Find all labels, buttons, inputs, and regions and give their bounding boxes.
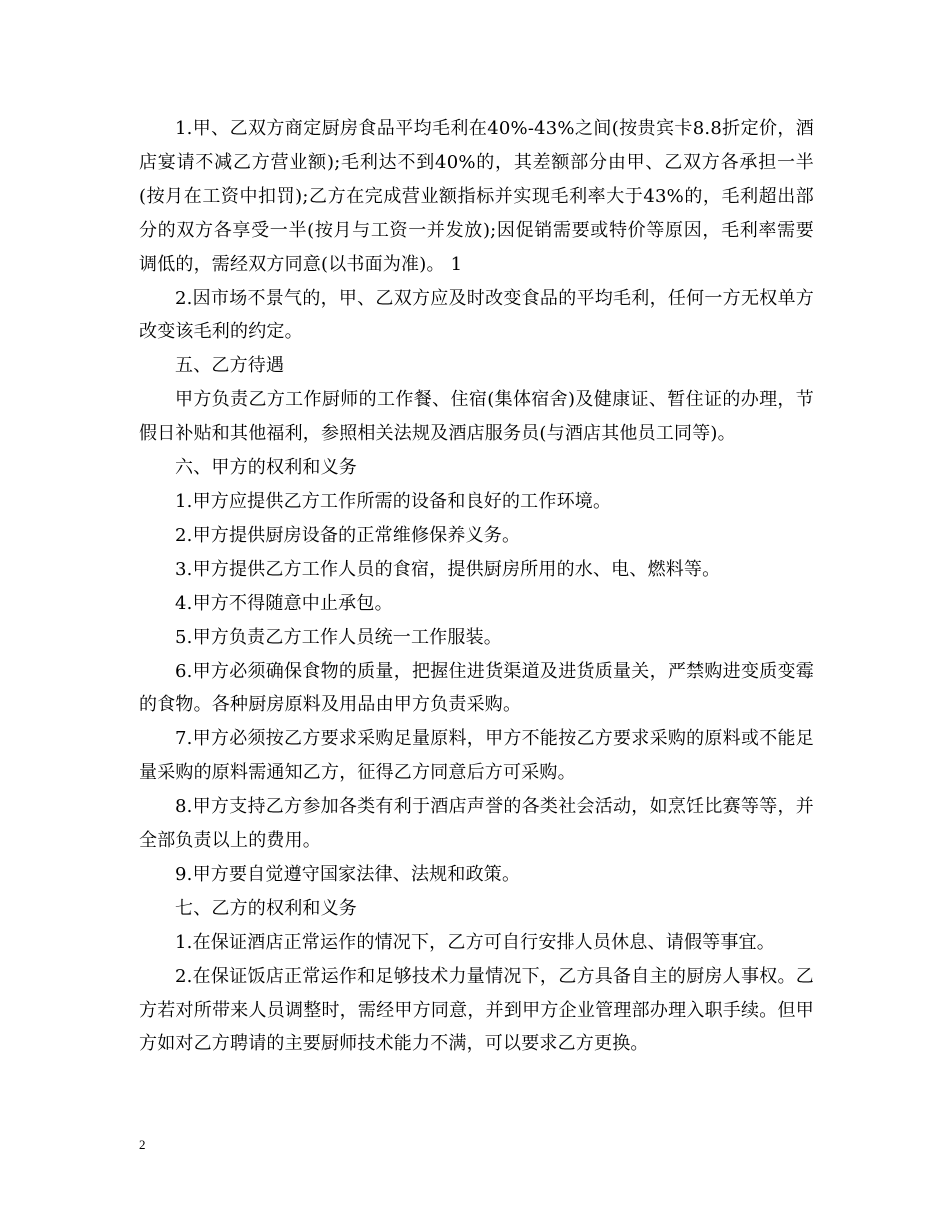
paragraph: 2.因市场不景气的，甲、乙双方应及时改变食品的平均毛利，任何一方无权单方改变该毛利的约定。 (139, 287, 814, 343)
paragraph: 5.甲方负责乙方工作人员统一工作服装。 (175, 626, 502, 648)
paragraph: 1.甲、乙双方商定厨房食品平均毛利在40%-43%之间(按贵宾卡8.8折定价，酒店宴请不减乙方营业额);毛利达不到40%的，其差额部分由甲、乙双方各承担一半(按月在工资中扣罚);乙方在完成营业额指标并实现毛利率大于43%的，毛利超出部分的双方各享受一半(按月与工资一并发放);因促销需要或特价等原因，毛利率需要调低的，需经双方同意(以书面为准)。 1 (139, 118, 814, 275)
paragraph: 7.甲方必须按乙方要求采购足量原料，甲方不能按乙方要求采购的原料或不能足量采购的原料需通知乙方，征得乙方同意后方可采购。 (139, 728, 814, 784)
paragraph: 4.甲方不得随意中止承包。 (175, 592, 393, 614)
paragraph: 甲方负责乙方工作厨师的工作餐、住宿(集体宿舍)及健康证、暂住证的办理，节假日补贴和其他福利，参照相关法规及酒店服务员(与酒店其他员工同等)。 (139, 389, 814, 445)
paragraph: 2.在保证饭店正常运作和足够技术力量情况下，乙方具备自主的厨房人事权。乙方若对所带来人员调整时，需经甲方同意，并到甲方企业管理部办理入职手续。但甲方如对乙方聘请的主要厨师技术能力不满，可以要求乙方更换。 (139, 965, 814, 1055)
paragraph: 6.甲方必须确保食物的质量，把握住进货渠道及进货质量关，严禁购进变质变霉的食物。各种厨房原料及用品由甲方负责采购。 (139, 660, 814, 716)
section-heading: 五、乙方待遇 (175, 355, 285, 377)
paragraph: 8.甲方支持乙方参加各类有利于酒店声誉的各类社会活动，如烹饪比赛等等，并全部负责以上的费用。 (139, 796, 814, 852)
paragraph: 1.在保证酒店正常运作的情况下，乙方可自行安排人员休息、请假等事宜。 (175, 931, 775, 953)
section-heading: 六、甲方的权利和义务 (175, 457, 357, 479)
document-body (139, 112, 814, 1061)
paragraph: 9.甲方要自觉遵守国家法律、法规和政策。 (175, 863, 521, 885)
section-heading: 七、乙方的权利和义务 (175, 897, 357, 919)
paragraph: 1.甲方应提供乙方工作所需的设备和良好的工作环境。 (175, 490, 612, 512)
paragraph: 2.甲方提供厨房设备的正常维修保养义务。 (175, 524, 521, 546)
paragraph: 3.甲方提供乙方工作人员的食宿，提供厨房所用的水、电、燃料等。 (175, 558, 721, 580)
page-number: 2 (139, 1137, 146, 1152)
